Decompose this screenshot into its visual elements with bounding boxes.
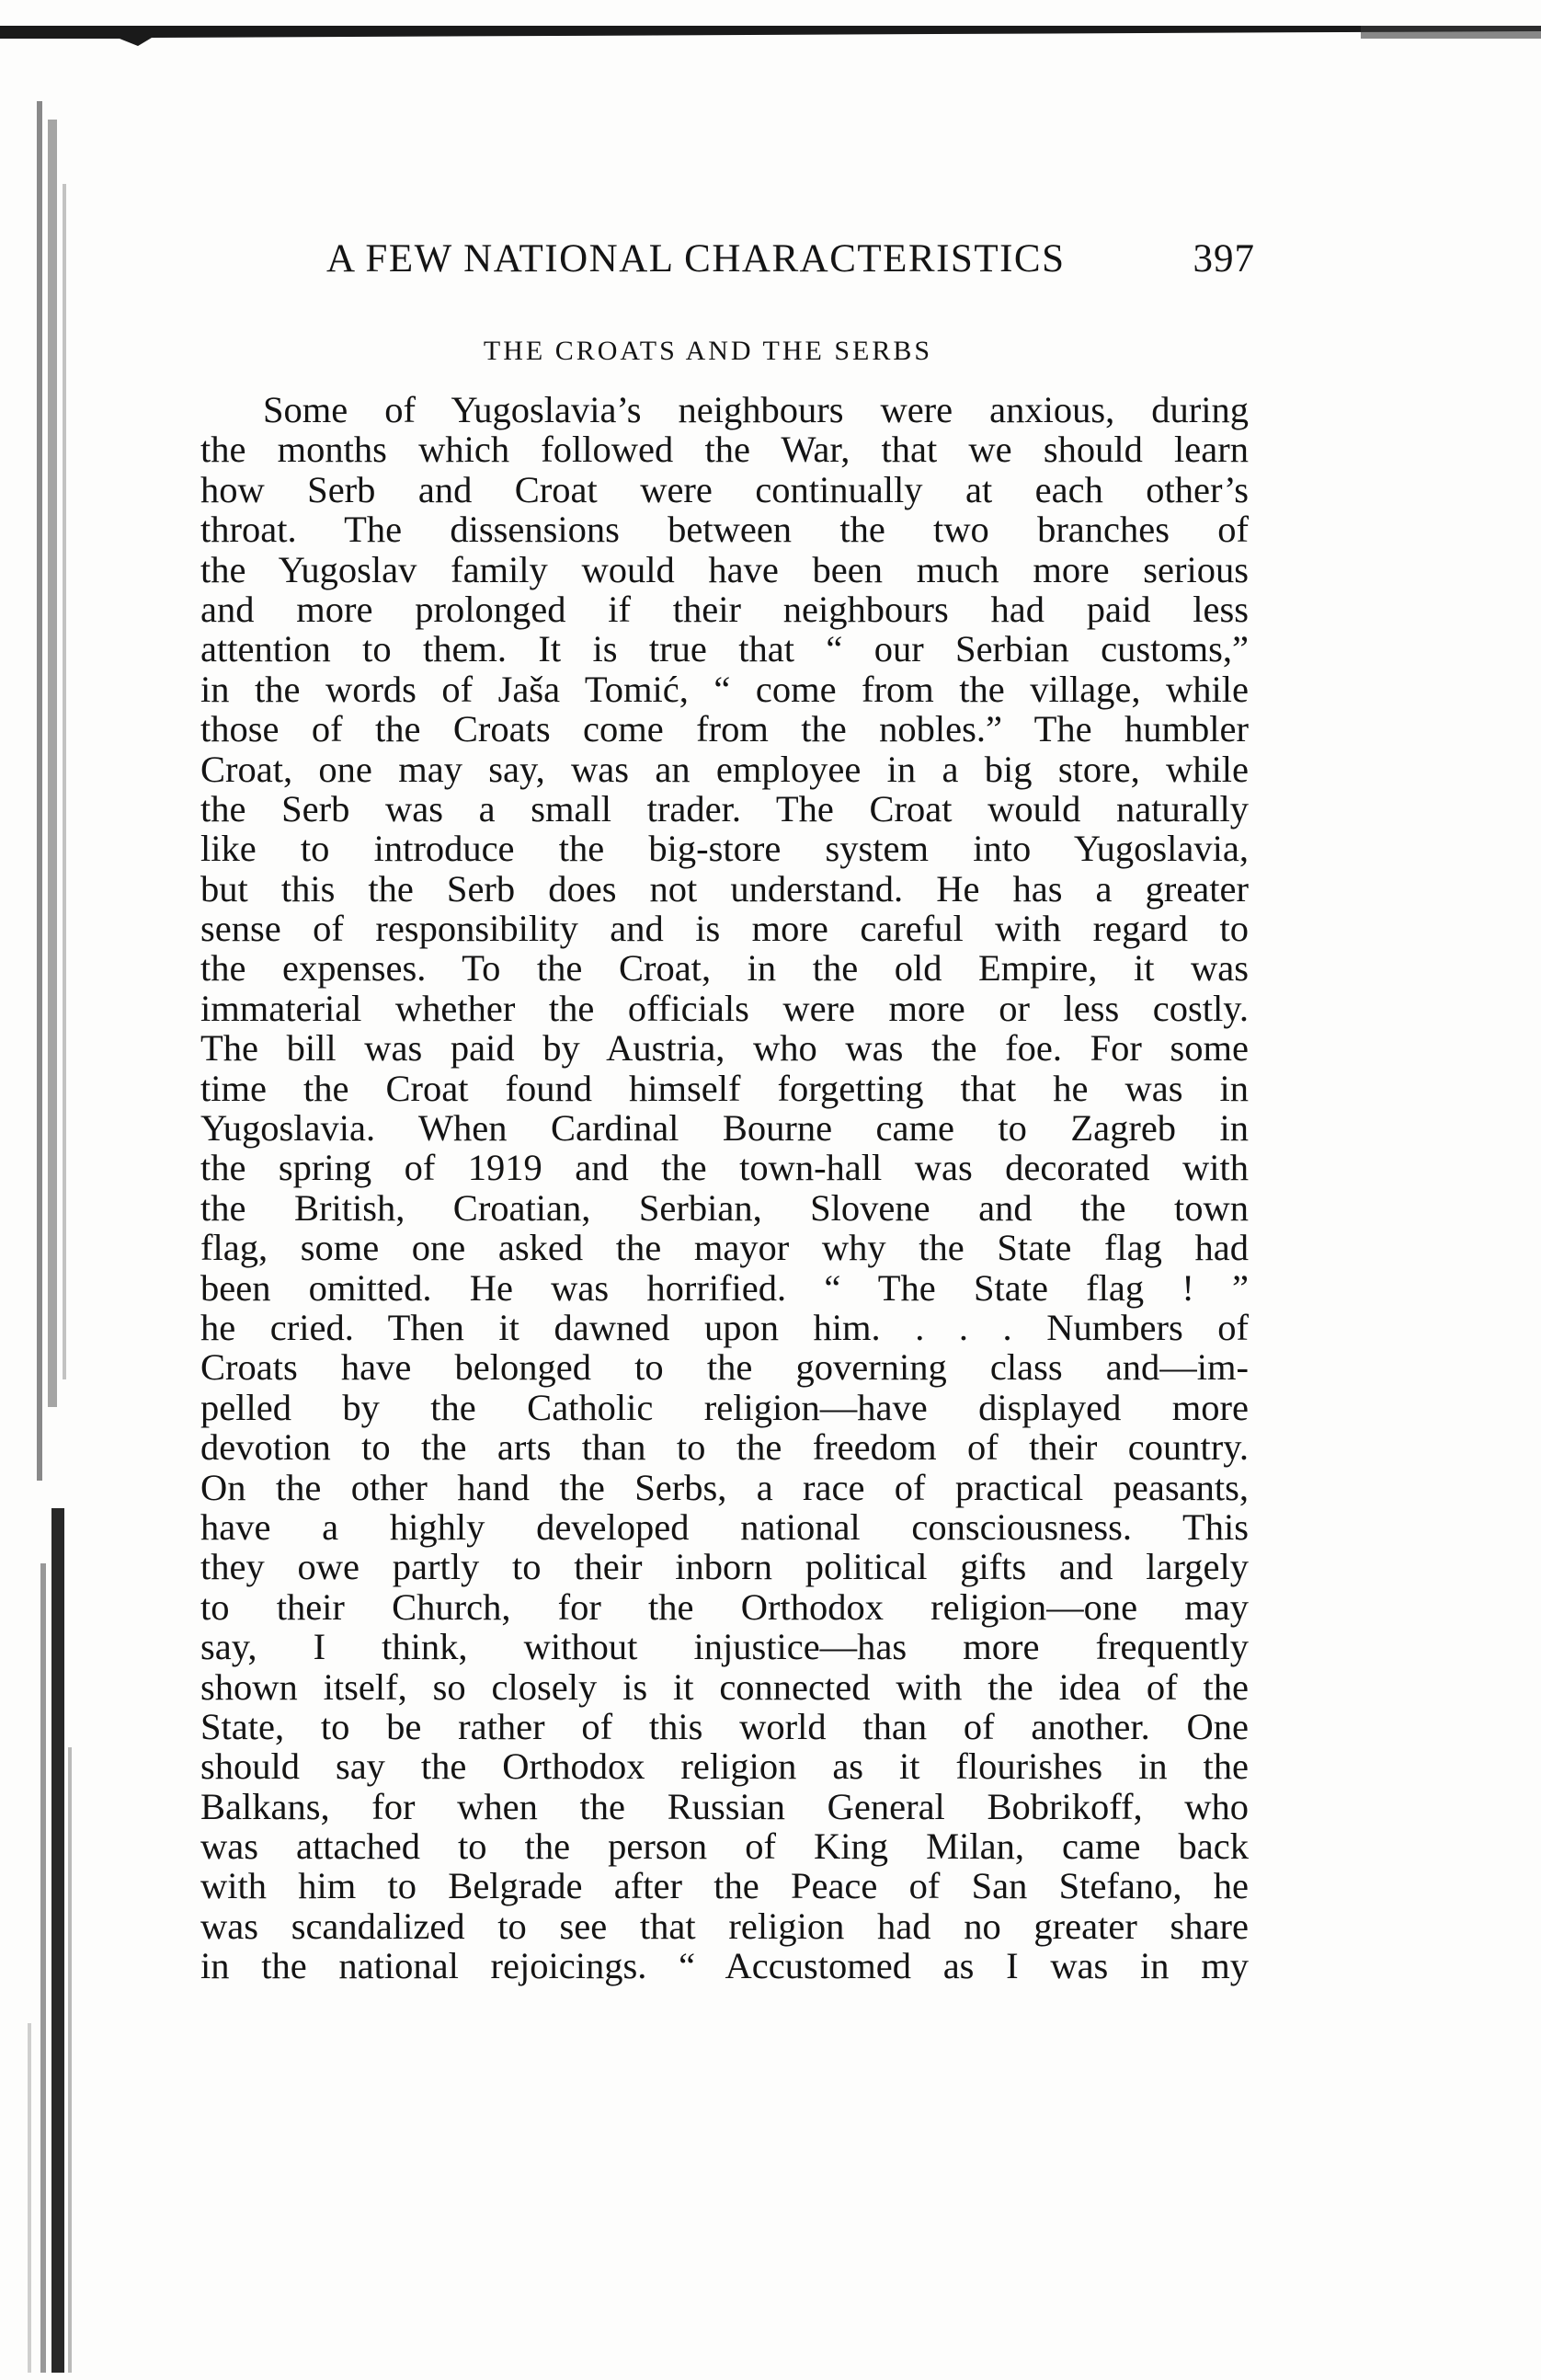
text-line: with him to Belgrade after the Peace of San Stefano, he [200, 1865, 1249, 1907]
text-line: the Yugoslav family would have been much more serious [200, 548, 1249, 590]
text-line: pelled by the Catholic religion—have displayed more [200, 1386, 1249, 1428]
text-line: those of the Croats come from the nobles.” The humbler [200, 708, 1249, 750]
text-line: was attached to the person of King Milan, came back [200, 1825, 1249, 1868]
text-line: how Serb and Croat were continually at each other’s [200, 468, 1249, 510]
text-line: flag, some one asked the mayor why the State flag had [200, 1227, 1249, 1269]
text-line: have a highly developed national consciousness. This [200, 1505, 1249, 1548]
text-line: Yugoslavia. When Cardinal Bourne came to Zagreb in [200, 1107, 1249, 1150]
running-head-title: A FEW NATIONAL CHARACTERISTICS [326, 237, 1066, 280]
scan-top-border [0, 26, 1541, 53]
text-line: State, to be rather of this world than of another. One [200, 1705, 1249, 1747]
text-line: The bill was paid by Austria, who was the foe. For some [200, 1027, 1249, 1070]
text-line: shown itself, so closely is it connected with the idea of the [200, 1665, 1249, 1708]
text-line: in the national rejoicings. “ Accustomed as I was in my [200, 1945, 1249, 1987]
page-number: 397 [1193, 237, 1255, 280]
text-line: the British, Croatian, Serbian, Slovene and the town [200, 1186, 1249, 1229]
text-line: Balkans, for when the Russian General Bobrikoff, who [200, 1785, 1249, 1827]
text-line: but this the Serb does not understand. He has a greater [200, 867, 1249, 910]
text-line: and more prolonged if their neighbours had paid less [200, 588, 1249, 630]
text-line: they owe partly to their inborn political gifts and largely [200, 1546, 1249, 1588]
text-line: Croats have belonged to the governing class and—im- [200, 1346, 1249, 1389]
text-line: been omitted. He was horrified. “ The State flag ! ” [200, 1266, 1249, 1309]
text-line: Croat, one may say, was an employee in a big store, while [200, 748, 1249, 790]
text-line: sense of responsibility and is more careful with regard to [200, 908, 1249, 950]
running-head [326, 232, 1255, 287]
text-line: say, I think, without injustice—has more frequently [200, 1626, 1249, 1668]
text-line: immaterial whether the officials were more or less costly. [200, 987, 1249, 1029]
text-line: the months which followed the War, that we should learn [200, 429, 1249, 471]
text-line: the Serb was a small trader. The Croat would naturally [200, 787, 1249, 830]
text-line: Some of Yugoslavia’s neighbours were anxious, during [263, 389, 1249, 430]
section-heading: THE CROATS AND THE SERBS [483, 336, 933, 366]
text-line: throat. The dissensions between the two branches of [200, 509, 1249, 551]
binding-shadow [0, 0, 166, 2380]
text-line: he cried. Then it dawned upon him. . . . Numbers of [200, 1306, 1249, 1348]
text-line: was scandalized to see that religion had no greater share [200, 1905, 1249, 1947]
text-line: attention to them. It is true that “ our Serbian customs,” [200, 628, 1249, 670]
text-line: to their Church, for the Orthodox religion—one may [200, 1585, 1249, 1628]
text-line: time the Croat found himself forgetting that he was in [200, 1067, 1249, 1109]
text-line: the expenses. To the Croat, in the old Empire, it was [200, 947, 1249, 990]
text-line: the spring of 1919 and the town-hall was decorated with [200, 1147, 1249, 1189]
text-line: On the other hand the Serbs, a race of practical peasants, [200, 1466, 1249, 1508]
body-paragraph [200, 390, 1249, 1986]
text-line: devotion to the arts than to the freedom of their country. [200, 1426, 1249, 1469]
text-line: like to introduce the big-store system into Yugoslavia, [200, 828, 1249, 870]
text-line: should say the Orthodox religion as it flourishes in the [200, 1745, 1249, 1788]
text-line: in the words of Jaša Tomić, “ come from the village, while [200, 668, 1249, 710]
